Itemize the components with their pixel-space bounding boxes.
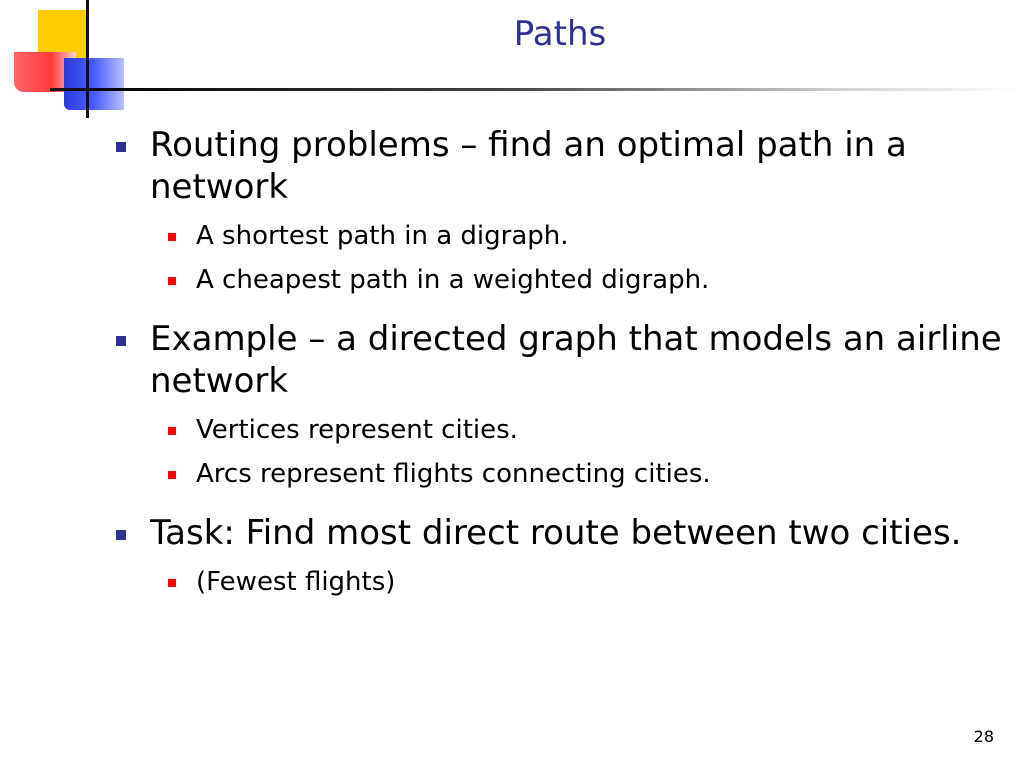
bullet-text: Routing problems – find an optimal path in a network: [150, 125, 907, 207]
sub-bullet: [108, 214, 1008, 258]
sub-bullet: [108, 258, 1008, 302]
bullet-group-routing: [108, 124, 1008, 302]
bullet-group-task: [108, 512, 1008, 604]
sub-bullet: [108, 560, 1008, 604]
sub-bullet: [108, 408, 1008, 452]
bullet-text: Example – a directed graph that models an airline network: [150, 319, 1002, 401]
square-bullet-icon: [168, 471, 176, 479]
sub-bullet-text: A shortest path in a digraph.: [196, 221, 569, 251]
square-bullet-icon: [116, 530, 126, 540]
logo-vertical-line: [86, 0, 89, 118]
square-bullet-icon: [168, 427, 176, 435]
slide-title: Paths: [513, 14, 607, 54]
bullet-text: Task: Find most direct route between two cities.: [150, 513, 962, 553]
bullet-group-example: [108, 318, 1008, 496]
square-bullet-icon: [116, 142, 126, 152]
slide-logo: [0, 0, 150, 125]
sub-bullet-text: Arcs represent flights connecting cities.: [196, 459, 711, 489]
square-bullet-icon: [116, 336, 126, 346]
sub-bullet-text: (Fewest flights): [196, 567, 396, 597]
page-number: 28: [973, 727, 994, 746]
sub-bullet-text: Vertices represent cities.: [196, 415, 518, 445]
title-divider: [88, 88, 1024, 91]
bullet-routing: [108, 124, 1008, 208]
square-bullet-icon: [168, 277, 176, 285]
sub-bullet: [108, 452, 1008, 496]
sub-bullet-text: A cheapest path in a weighted digraph.: [196, 265, 710, 295]
square-bullet-icon: [168, 579, 176, 587]
bullet-task: [108, 512, 1008, 554]
slide-content: [108, 124, 1008, 620]
logo-blue-square: [64, 58, 124, 110]
bullet-example: [108, 318, 1008, 402]
square-bullet-icon: [168, 233, 176, 241]
